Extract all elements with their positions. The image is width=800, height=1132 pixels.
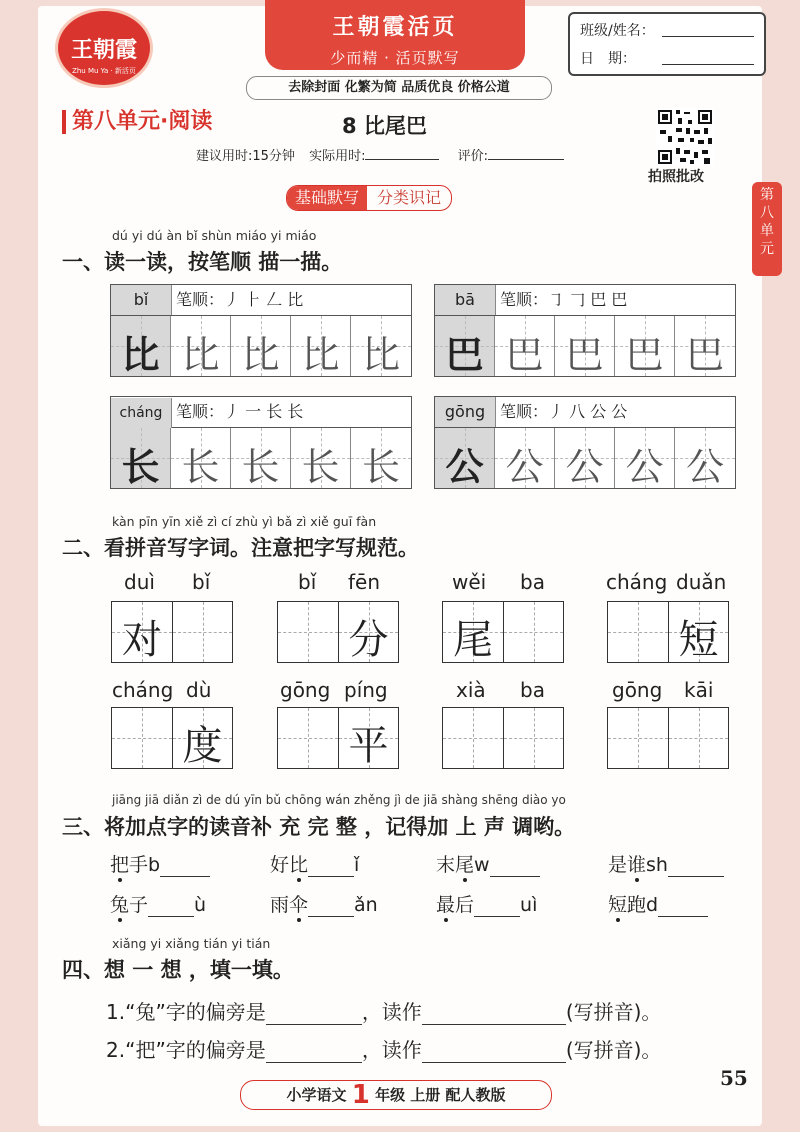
stroke-label: 笔顺： <box>500 290 549 309</box>
side-tab-char-3: 单 <box>760 223 774 239</box>
stroke-order: ㇆ 𠃌 巴 巴 <box>548 290 628 309</box>
trace-cell[interactable]: 长 <box>171 428 231 488</box>
time-row <box>196 145 564 164</box>
answer-blank[interactable] <box>160 854 210 877</box>
trace-cell[interactable]: 公 <box>615 428 675 488</box>
q1-title: 一、读一读，按笔顺 描一描。 <box>62 250 343 274</box>
logo-subtext: Zhu Mu Ya · 新活页 <box>72 67 136 75</box>
q3-pinyin: jiāng jiā diǎn zì de dú yīn bǔ chōng wán zhěng jì de jiā shàng shēng diào yo <box>112 793 566 807</box>
pinyin-fill-item: 末尾w <box>436 850 540 877</box>
word-pinyin-6b: píng <box>344 678 388 702</box>
brand-tagline: 少而精 · 活页默写 <box>330 49 460 67</box>
score-field[interactable] <box>488 159 564 160</box>
reading-blank-1[interactable] <box>422 1000 566 1025</box>
stroke-label: 笔顺： <box>176 290 225 309</box>
trace-cell[interactable]: 巴 <box>675 316 735 376</box>
word-pinyin-7a: xià <box>456 678 486 702</box>
word-pinyin-2b: fēn <box>348 570 381 594</box>
logo-text: 王朝霞 <box>70 38 137 63</box>
q3-title: 三、将加点字的读音补 充 完 整 ，记得加 上 声 调哟。 <box>62 815 576 839</box>
trace-cell[interactable]: 比 <box>291 316 351 376</box>
unit-title: 第八单元·阅读 <box>62 110 212 134</box>
stroke-box-ba <box>434 284 736 377</box>
footer-badge <box>240 1080 552 1110</box>
slogan-bar: 去除封面 化繁为简 品质优良 价格公道 <box>246 76 552 100</box>
brand-logo <box>55 8 153 88</box>
reading-blank-2[interactable] <box>422 1038 566 1063</box>
stroke-box-bi <box>110 284 412 377</box>
pinyin-fill-item: 短跑d <box>608 890 708 917</box>
trace-cell[interactable]: 比 <box>171 316 231 376</box>
trace-cell[interactable]: 比 <box>111 316 171 376</box>
pinyin-fill-item: 雨伞 ǎn <box>270 894 378 916</box>
pinyin-fill-item: 把手b <box>110 850 210 877</box>
q4-line-1: 1.“兔”字的偏旁是 ，读作 (写拼音)。 <box>106 1000 662 1024</box>
footer-grade-number: 1 <box>351 1080 370 1110</box>
q4-pinyin: xiǎng yi xiǎng tián yi tián <box>112 936 271 951</box>
footer-subject: 小学语文 <box>286 1086 347 1104</box>
actual-time-label: 实际用时: <box>309 149 366 164</box>
word-grid[interactable]: 对 <box>111 601 233 663</box>
pill-category: 分类识记 <box>377 188 442 207</box>
answer-blank[interactable] <box>668 854 724 877</box>
word-grid[interactable] <box>442 707 564 769</box>
word-grid[interactable]: 尾 <box>442 601 564 663</box>
trace-cell[interactable]: 比 <box>231 316 291 376</box>
trace-cell[interactable]: 巴 <box>555 316 615 376</box>
stroke-order: 丿 ⺊ 𠃋 比 <box>224 290 304 309</box>
word-pinyin-8b: kāi <box>684 678 714 702</box>
stroke-order: 丿 一 长 长 <box>224 402 304 421</box>
side-tab-char-1: 第 <box>760 187 774 203</box>
date-label: 日 期： <box>580 51 636 67</box>
pill-basic-dictation: 基础默写 <box>287 186 367 210</box>
trace-cell[interactable]: 长 <box>111 428 171 488</box>
trace-cell[interactable]: 长 <box>291 428 351 488</box>
word-pinyin-6a: gōng <box>280 678 331 702</box>
pinyin-fill-item: 最后 uì <box>436 894 538 916</box>
suggested-time: 建议用时:15分钟 <box>196 149 295 164</box>
trace-cell[interactable]: 巴 <box>495 316 555 376</box>
answer-blank[interactable] <box>308 894 354 917</box>
qr-code-icon[interactable] <box>656 108 714 166</box>
section-pill <box>286 185 452 211</box>
stroke-label: 笔顺： <box>500 402 549 421</box>
word-grid[interactable]: 分 <box>277 601 399 663</box>
trace-cell[interactable]: 长 <box>351 428 411 488</box>
stroke-box-pinyin: gōng <box>435 397 496 427</box>
word-pinyin-8a: gōng <box>612 678 663 702</box>
stroke-box-pinyin: bā <box>435 285 496 315</box>
page-number: 55 <box>720 1066 748 1090</box>
word-grid[interactable] <box>607 707 729 769</box>
stroke-box-chang <box>110 396 412 489</box>
trace-cell[interactable]: 巴 <box>435 316 495 376</box>
stroke-label: 笔顺： <box>176 402 225 421</box>
class-name-field[interactable] <box>662 36 754 37</box>
qr-label: 拍照批改 <box>648 169 704 185</box>
lesson-title: 8 比尾巴 <box>342 114 427 138</box>
q4-title: 四、想 一 想 ，填一填。 <box>62 958 294 982</box>
word-pinyin-1b: bǐ <box>192 570 211 594</box>
stroke-box-pinyin: cháng <box>111 398 172 428</box>
actual-time-field[interactable] <box>365 159 439 160</box>
side-tab-char-4: 元 <box>760 241 774 257</box>
word-grid[interactable]: 短 <box>607 601 729 663</box>
unit-side-tab <box>752 182 782 276</box>
footer-grade: 年级 上册 配人教版 <box>375 1086 506 1104</box>
q4-line-2: 2.“把”字的偏旁是 ，读作 (写拼音)。 <box>106 1038 662 1062</box>
answer-blank[interactable] <box>658 894 708 917</box>
answer-blank[interactable] <box>308 854 354 877</box>
class-name-label: 班级/姓名： <box>580 23 655 39</box>
radical-blank-2[interactable] <box>266 1038 362 1063</box>
word-pinyin-4a: cháng <box>606 570 668 594</box>
pinyin-fill-item: 兔子 ù <box>110 894 207 916</box>
header-banner <box>265 0 525 70</box>
stroke-box-gong <box>434 396 736 489</box>
score-label: 评价: <box>457 149 488 164</box>
trace-cell[interactable]: 长 <box>231 428 291 488</box>
pinyin-fill-item: 好比 ǐ <box>270 854 360 876</box>
word-pinyin-3a: wěi <box>452 570 487 594</box>
stroke-box-pinyin: bǐ <box>111 285 172 315</box>
q2-title: 二、看拼音写字词。注意把字写规范。 <box>62 536 419 560</box>
pinyin-fill-item: 是谁sh <box>608 850 724 877</box>
side-tab-char-2: 八 <box>760 205 774 221</box>
answer-blank[interactable] <box>148 894 194 917</box>
word-grid[interactable]: 平 <box>277 707 399 769</box>
word-pinyin-7b: ba <box>520 678 545 702</box>
word-pinyin-4b: duǎn <box>676 570 727 594</box>
student-info-box <box>568 12 766 76</box>
trace-cell[interactable]: 比 <box>351 316 411 376</box>
radical-blank-1[interactable] <box>266 1000 362 1025</box>
word-pinyin-3b: ba <box>520 570 545 594</box>
q2-pinyin: kàn pīn yīn xiě zì cí zhù yì bǎ zì xiě guī fàn <box>112 514 377 529</box>
stroke-order: 丿 八 公 公 <box>548 402 628 421</box>
date-field[interactable] <box>662 64 754 65</box>
trace-cell[interactable]: 公 <box>675 428 735 488</box>
word-pinyin-1a: duì <box>124 570 155 594</box>
word-pinyin-5b: dù <box>186 678 212 702</box>
answer-blank[interactable] <box>490 854 540 877</box>
answer-blank[interactable] <box>474 894 520 917</box>
trace-cell[interactable]: 公 <box>555 428 615 488</box>
trace-cell[interactable]: 公 <box>495 428 555 488</box>
brand-title: 王朝霞活页 <box>332 15 458 40</box>
word-pinyin-5a: cháng <box>112 678 174 702</box>
word-pinyin-2a: bǐ <box>298 570 317 594</box>
word-grid[interactable]: 度 <box>111 707 233 769</box>
trace-cell[interactable]: 巴 <box>615 316 675 376</box>
trace-cell[interactable]: 公 <box>435 428 495 488</box>
q1-pinyin: dú yi dú àn bǐ shùn miáo yi miáo <box>112 228 317 243</box>
